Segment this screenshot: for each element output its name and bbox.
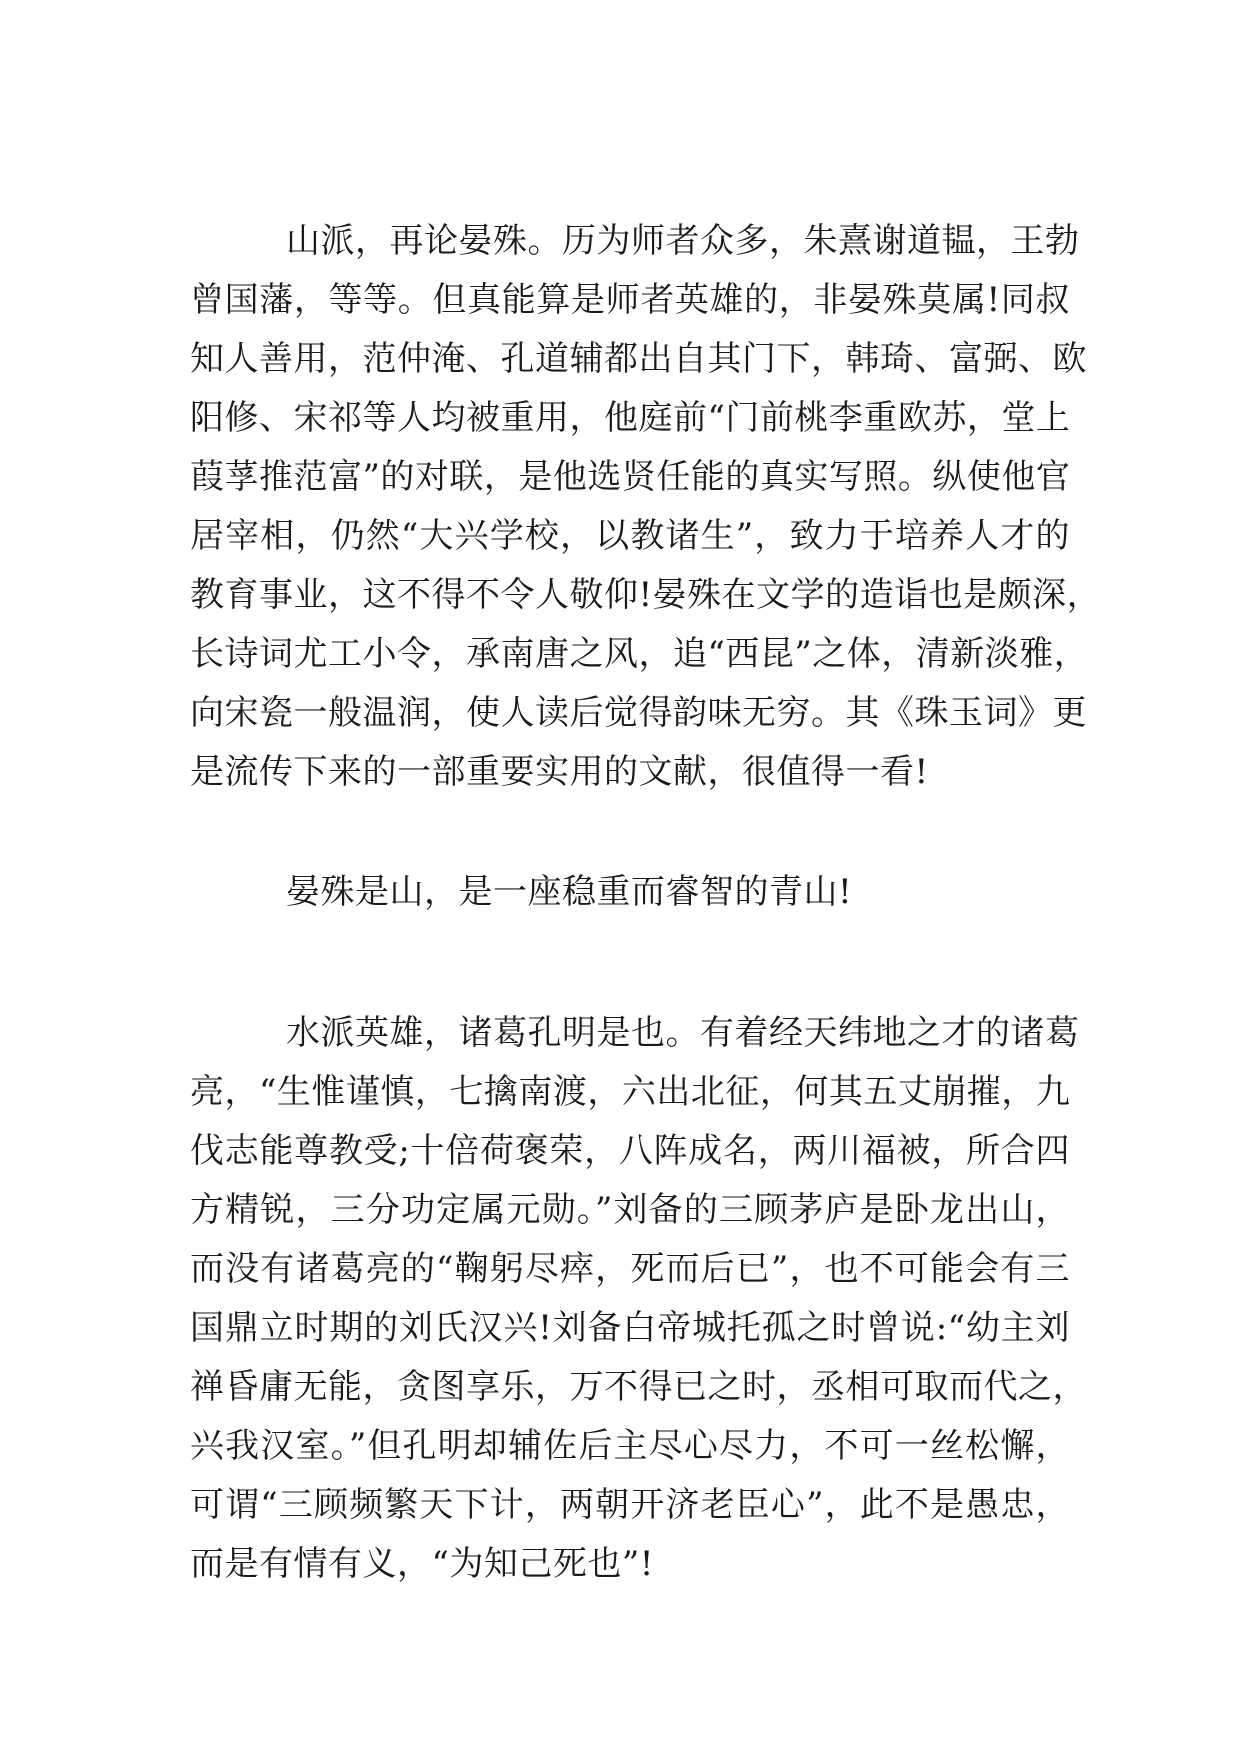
text-line: 晏殊是山，是一座稳重而睿智的青山! — [286, 872, 853, 912]
text-line: 向宋瓷一般温润，使人读后觉得韵味无穷。其《珠玉词》更 — [190, 693, 1087, 733]
text-line: 长诗词尤工小令，承南唐之风，追“西昆”之体，清新淡雅， — [190, 634, 1089, 674]
text-line: 而没有诸葛亮的“鞠躬尽瘁，死而后已”，也不可能会有三 — [190, 1249, 1070, 1289]
paragraph-yanshu — [190, 212, 1102, 802]
text-line: 山派，再论晏殊。历为师者众多，朱熹谢道韫，王勃 — [286, 221, 1080, 261]
text-line: 水派英雄，诸葛孔明是也。有着经天纬地之才的诸葛 — [286, 1013, 1080, 1053]
text-line: 亮，“生惟谨慎，七擒南渡，六出北征，何其五丈崩摧，九 — [190, 1072, 1071, 1112]
text-line: 居宰相，仍然“大兴学校，以教诸生”，致力于培养人才的 — [190, 516, 1070, 556]
text-line: 而是有情有义，“为知己死也”! — [190, 1544, 654, 1584]
text-line: 是流传下来的一部重要实用的文献，很值得一看! — [190, 752, 929, 792]
text-line: 葭莩推范富”的对联，是他选贤任能的真实写照。纵使他官 — [190, 457, 1071, 497]
text-line: 阳修、宋祁等人均被重用，他庭前“门前桃李重欧苏，堂上 — [190, 398, 1071, 438]
text-line: 国鼎立时期的刘氏汉兴!刘备白帝城托孤之时曾说:“幼主刘 — [190, 1308, 1070, 1348]
text-line: 伐志能尊教受;十倍荷褒荣，八阵成名，两川福被，所合四 — [190, 1131, 1070, 1171]
text-line: 可谓“三顾频繁天下计，两朝开济老臣心”，此不是愚忠， — [190, 1485, 1070, 1525]
text-line: 兴我汉室。”但孔明却辅佐后主尽心尽力，不可一丝松懈， — [190, 1426, 1070, 1466]
text-line: 方精锐，三分功定属元勋。”刘备的三顾茅庐是卧龙出山， — [190, 1190, 1070, 1230]
text-line: 禅昏庸无能，贪图享乐，万不得已之时，丞相可取而代之， — [190, 1367, 1087, 1407]
text-line: 曾国藩，等等。但真能算是师者英雄的，非晏殊莫属!同叔 — [190, 280, 1070, 320]
text-line: 知人善用，范仲淹、孔道辅都出自其门下，韩琦、富弼、欧 — [190, 339, 1087, 379]
paragraph-zhuge — [190, 1004, 1087, 1594]
paragraph-yanshu-summary — [190, 863, 1070, 922]
text-line: 教育事业，这不得不令人敬仰!晏殊在文学的造诣也是颇深， — [190, 575, 1102, 615]
